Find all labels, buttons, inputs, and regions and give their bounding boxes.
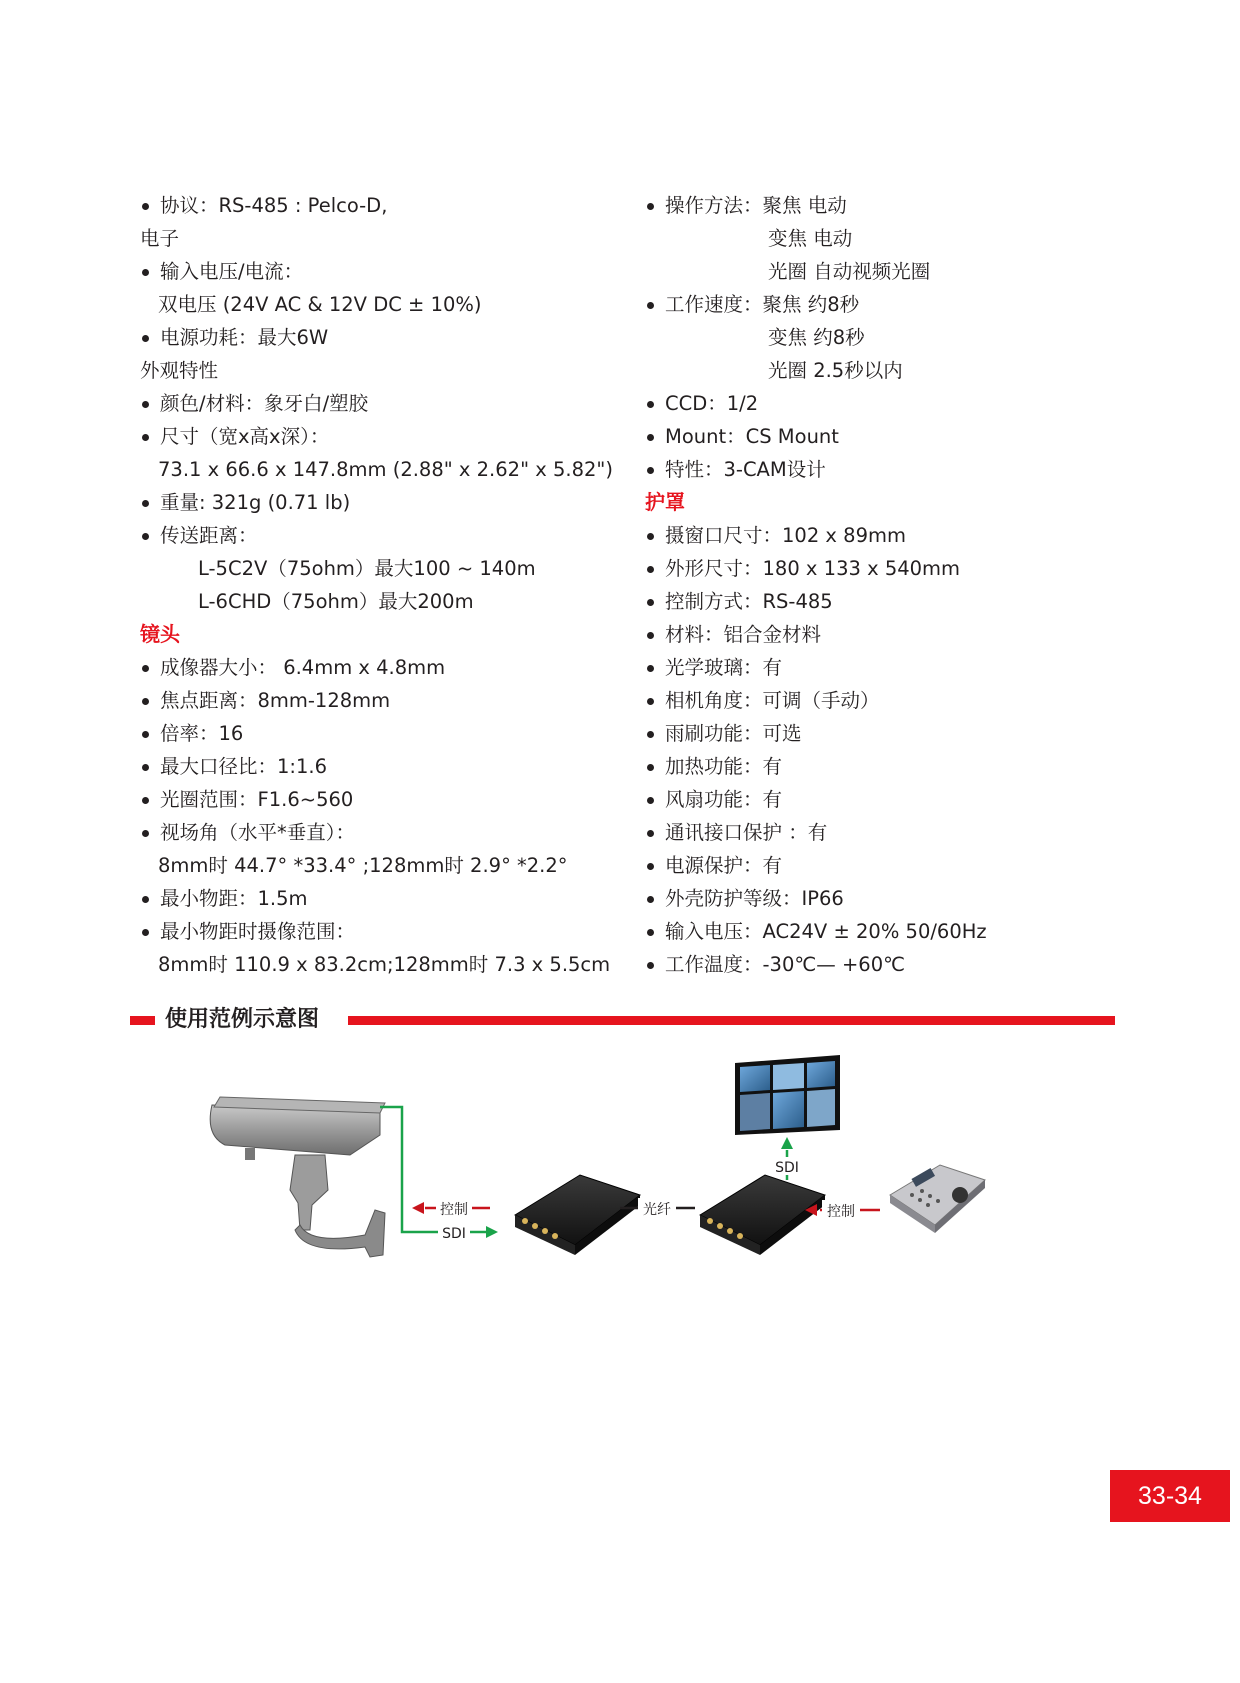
spec-line: 工作温度：-30℃— +60℃ [645, 948, 1065, 981]
spec-line: 变焦 电动 [768, 227, 853, 250]
control-label-1: 控制 [440, 1202, 468, 1218]
section-heading: 镜头 [140, 622, 180, 646]
spec-line: 焦点距离：8mm-128mm [140, 684, 620, 717]
spec-line: 光学玻璃：有 [645, 651, 1065, 684]
spec-line: 相机角度：可调（手动） [645, 684, 1065, 717]
spec-line: 通讯接口保护 ：有 [645, 816, 1065, 849]
video-wall-image [735, 1055, 840, 1135]
spec-line: 视场角（水平*垂直）： [140, 816, 620, 849]
section-right-bar [348, 1016, 1115, 1025]
spec-line: 雨刷功能：可选 [645, 717, 1065, 750]
spec-line: 电源保护：有 [645, 849, 1065, 882]
spec-line: 材料：铝合金材料 [645, 618, 1065, 651]
section-title: 使用范例示意图 [165, 1007, 320, 1032]
camera-housing-image [210, 1097, 385, 1257]
spec-line: 输入电压/电流： [140, 255, 620, 288]
spec-line: L-6CHD（75ohm）最大200m [198, 590, 474, 613]
spec-line: 尺寸（宽x高x深）： [140, 420, 620, 453]
section-header [130, 1004, 1115, 1036]
spec-line: 8mm时 44.7° *33.4° ;128mm时 2.9° *2.2° [158, 854, 568, 877]
spec-line: 光圈范围：F1.6~560 [140, 783, 620, 816]
left-spec-column [140, 189, 620, 981]
spec-line: 外观特性 [140, 359, 219, 382]
spec-line: 操作方法：聚焦 电动 [645, 189, 1065, 222]
ptz-keyboard-image [890, 1165, 985, 1233]
spec-line: 风扇功能：有 [645, 783, 1065, 816]
spec-line: 倍率：16 [140, 717, 620, 750]
spec-line: 外形尺寸：180 x 133 x 540mm [645, 552, 1065, 585]
spec-line: 成像器大小： 6.4mm x 4.8mm [140, 651, 620, 684]
sdi-label-2: SDI [775, 1160, 799, 1176]
spec-line: 电源功耗：最大6W [140, 321, 620, 354]
spec-line: 73.1 x 66.6 x 147.8mm (2.88" x 2.62" x 5.82") [158, 458, 613, 481]
spec-line: 电子 [140, 227, 180, 250]
control-label-2: 控制 [827, 1204, 855, 1220]
usage-diagram [200, 1055, 1060, 1285]
spec-line: 变焦 约8秒 [768, 326, 865, 349]
section-heading: 护罩 [645, 490, 685, 514]
spec-line: 外壳防护等级：IP66 [645, 882, 1065, 915]
page-number: 33-34 [1110, 1470, 1230, 1522]
spec-line: 工作速度：聚焦 约8秒 [645, 288, 1065, 321]
spec-line: 8mm时 110.9 x 83.2cm;128mm时 7.3 x 5.5cm [158, 953, 611, 976]
spec-line: 颜色/材料：象牙白/塑胶 [140, 387, 620, 420]
spec-line: 传送距离： [140, 519, 620, 552]
spec-line: 控制方式：RS-485 [645, 585, 1065, 618]
spec-line: 重量: 321g (0.71 lb) [140, 486, 620, 519]
spec-line: 光圈 2.5秒以内 [768, 359, 903, 382]
spec-line: 摄窗口尺寸：102 x 89mm [645, 519, 1065, 552]
right-spec-column [645, 189, 1065, 981]
spec-line: 最小物距：1.5m [140, 882, 620, 915]
spec-line: Mount：CS Mount [645, 420, 1065, 453]
fiber-label: 光纤 [643, 1202, 671, 1218]
sdi-label-1: SDI [442, 1226, 466, 1242]
monitor-connection [770, 1137, 804, 1180]
spec-line: 加热功能：有 [645, 750, 1065, 783]
spec-line: 双电压 (24V AC & 12V DC ± 10%) [158, 293, 482, 316]
section-left-bar [130, 1016, 155, 1025]
spec-line: 最大口径比：1:1.6 [140, 750, 620, 783]
camera-connection [380, 1107, 498, 1243]
spec-line: 最小物距时摄像范围： [140, 915, 620, 948]
spec-line: CCD：1/2 [645, 387, 1065, 420]
spec-line: L-5C2V（75ohm）最大100 ~ 140m [198, 557, 536, 580]
spec-line: 光圈 自动视频光圈 [768, 260, 931, 283]
fiber-converter-2 [700, 1175, 825, 1255]
fiber-converter-1 [515, 1175, 640, 1255]
spec-line: 特性：3-CAM设计 [645, 453, 1065, 486]
spec-line: 协议：RS-485 : Pelco-D, [140, 189, 620, 222]
spec-line: 输入电压：AC24V ± 20% 50/60Hz [645, 915, 1065, 948]
